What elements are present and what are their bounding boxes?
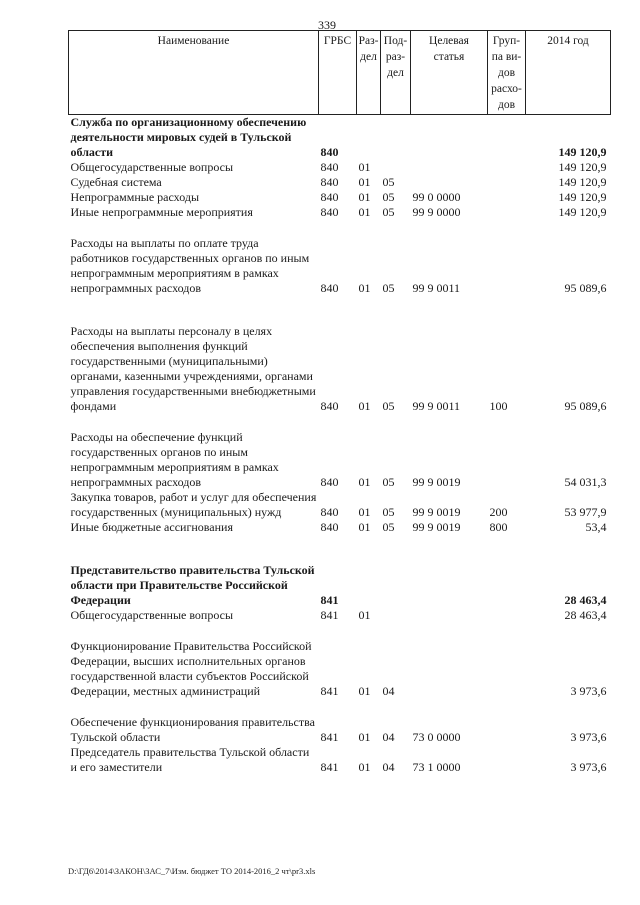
cell-subsection: 05 xyxy=(382,399,395,413)
cell-section: 01 xyxy=(358,281,371,295)
cell-group xyxy=(488,205,526,220)
cell-grbs: 840 xyxy=(320,399,339,413)
cell-group xyxy=(488,175,526,190)
cell-grbs: 841 xyxy=(320,684,339,698)
cell-target: 99 9 0019 xyxy=(412,505,461,519)
cell-group xyxy=(488,745,526,775)
table-row xyxy=(69,490,611,520)
table-row xyxy=(69,430,611,490)
cell-target: 99 9 0019 xyxy=(412,520,461,534)
cell-group: 100 xyxy=(489,399,508,413)
cell-target xyxy=(411,175,488,190)
table-row xyxy=(69,175,611,190)
cell-target xyxy=(411,608,488,623)
cell-grbs: 840 xyxy=(320,475,339,489)
row-spacer xyxy=(69,220,611,236)
cell-group: 800 xyxy=(489,520,508,534)
cell-target: 99 0 0000 xyxy=(412,190,461,204)
cell-amount: 3 973,6 xyxy=(570,730,607,744)
cell-name: Непрограммные расходы xyxy=(70,190,200,204)
cell-section: 01 xyxy=(358,399,371,413)
cell-name: Представительство правительства Тульской области при Правительстве Российской Федерации xyxy=(70,563,315,607)
cell-subsection xyxy=(381,115,411,161)
cell-group xyxy=(488,236,526,296)
cell-section: 01 xyxy=(358,505,371,519)
cell-grbs: 840 xyxy=(320,520,339,534)
cell-subsection: 04 xyxy=(382,684,395,698)
cell-target xyxy=(411,115,488,161)
cell-name: Закупка товаров, работ и услуг для обеспечения государственных (муниципальных) нужд xyxy=(70,490,317,519)
cell-amount: 149 120,9 xyxy=(558,160,607,174)
cell-name: Общегосударственные вопросы xyxy=(70,160,234,174)
cell-target xyxy=(411,160,488,175)
cell-amount: 3 973,6 xyxy=(570,684,607,698)
header-section: Раз- дел xyxy=(357,31,381,115)
cell-subsection: 05 xyxy=(382,205,395,219)
row-spacer xyxy=(69,699,611,715)
cell-subsection: 04 xyxy=(382,730,395,744)
cell-amount: 53,4 xyxy=(585,520,607,534)
cell-amount: 54 031,3 xyxy=(564,475,607,489)
cell-target xyxy=(411,563,488,608)
cell-grbs: 840 xyxy=(320,281,339,295)
cell-target: 99 9 0000 xyxy=(412,205,461,219)
cell-target: 73 0 0000 xyxy=(412,730,461,744)
cell-grbs: 840 xyxy=(320,505,339,519)
table-row xyxy=(69,115,611,161)
header-amount: 2014 год xyxy=(526,31,611,115)
budget-table-container xyxy=(68,30,610,775)
table-row xyxy=(69,236,611,296)
cell-section: 01 xyxy=(358,190,371,204)
cell-section: 01 xyxy=(358,520,371,534)
cell-grbs: 840 xyxy=(320,145,339,159)
cell-target: 99 9 0011 xyxy=(412,281,461,295)
budget-table xyxy=(68,30,611,775)
row-spacer xyxy=(69,296,611,324)
cell-grbs: 840 xyxy=(320,175,339,189)
cell-grbs: 840 xyxy=(320,205,339,219)
cell-amount: 149 120,9 xyxy=(558,190,607,204)
cell-name: Расходы на выплаты по оплате труда работников государственных органов по иным непрограммным мероприятиям в рамках непрограммных расходов xyxy=(70,236,310,295)
cell-name: Судебная система xyxy=(70,175,162,189)
cell-section: 01 xyxy=(358,205,371,219)
cell-grbs: 841 xyxy=(320,608,339,622)
cell-subsection: 05 xyxy=(382,281,395,295)
cell-section: 01 xyxy=(358,475,371,489)
cell-group xyxy=(488,430,526,490)
cell-group xyxy=(488,608,526,623)
cell-subsection xyxy=(381,608,411,623)
cell-subsection: 04 xyxy=(382,760,395,774)
cell-grbs: 840 xyxy=(320,190,339,204)
cell-group xyxy=(488,639,526,699)
cell-amount: 95 089,6 xyxy=(564,281,607,295)
cell-subsection: 05 xyxy=(382,190,395,204)
table-row xyxy=(69,639,611,699)
cell-section: 01 xyxy=(358,684,371,698)
cell-name: Расходы на выплаты персоналу в целях обеспечения выполнения функций государственными (муниципальными) органами, казенными учреждениями, органами управления государственными внебюджетными фондами xyxy=(70,324,316,413)
cell-section: 01 xyxy=(358,608,371,622)
table-row xyxy=(69,160,611,175)
header-name: Наименование xyxy=(69,31,319,115)
cell-grbs: 841 xyxy=(320,760,339,774)
table-body xyxy=(69,115,611,776)
cell-name: Обеспечение функционирования правительства Тульской области xyxy=(70,715,315,744)
cell-amount: 53 977,9 xyxy=(564,505,607,519)
cell-section xyxy=(357,563,381,608)
cell-amount: 149 120,9 xyxy=(558,175,607,189)
table-row xyxy=(69,563,611,608)
table-row xyxy=(69,324,611,414)
cell-grbs: 840 xyxy=(320,160,339,174)
cell-amount: 3 973,6 xyxy=(570,760,607,774)
header-group: Груп- па ви- дов расхо- дов xyxy=(488,31,526,115)
cell-section: 01 xyxy=(358,175,371,189)
cell-amount: 28 463,4 xyxy=(564,608,607,622)
cell-group xyxy=(488,715,526,745)
cell-subsection: 05 xyxy=(382,505,395,519)
table-row xyxy=(69,715,611,745)
cell-name: Расходы на обеспечение функций государственных органов по иным непрограммным мероприятиям в рамках непрограммных расходов xyxy=(70,430,279,489)
cell-target: 73 1 0000 xyxy=(412,760,461,774)
cell-subsection: 05 xyxy=(382,475,395,489)
table-row xyxy=(69,520,611,535)
cell-subsection xyxy=(381,160,411,175)
table-header-row xyxy=(69,31,611,115)
footer-file-path: D:\ГД6\2014\ЗАКОН\ЗАС_7\Изм. бюджет ТО 2014-2016_2 чт\pr3.xls xyxy=(68,866,316,876)
cell-grbs: 841 xyxy=(320,593,339,607)
cell-amount: 149 120,9 xyxy=(558,145,607,159)
cell-target: 99 9 0011 xyxy=(412,399,461,413)
cell-section: 01 xyxy=(358,760,371,774)
cell-group xyxy=(488,190,526,205)
cell-subsection: 05 xyxy=(382,520,395,534)
row-spacer xyxy=(69,535,611,563)
header-subsection: Под- раз- дел xyxy=(381,31,411,115)
page-number: 339 xyxy=(318,18,336,32)
cell-grbs: 841 xyxy=(320,730,339,744)
cell-name: Общегосударственные вопросы xyxy=(70,608,234,622)
cell-group xyxy=(488,160,526,175)
cell-amount: 149 120,9 xyxy=(558,205,607,219)
row-spacer xyxy=(69,414,611,430)
header-target: Целевая статья xyxy=(411,31,488,115)
header-grbs: ГРБС xyxy=(319,31,357,115)
cell-name: Служба по организационному обеспечению деятельности мировых судей в Тульской области xyxy=(70,115,307,159)
cell-section: 01 xyxy=(358,160,371,174)
cell-group xyxy=(488,563,526,608)
table-row xyxy=(69,190,611,205)
table-row xyxy=(69,745,611,775)
cell-amount: 28 463,4 xyxy=(564,593,607,607)
cell-group xyxy=(488,115,526,161)
table-row xyxy=(69,205,611,220)
cell-amount: 95 089,6 xyxy=(564,399,607,413)
cell-group: 200 xyxy=(489,505,508,519)
cell-section xyxy=(357,115,381,161)
cell-name: Иные бюджетные ассигнования xyxy=(70,520,233,534)
cell-target xyxy=(411,639,488,699)
cell-name: Иные непрограммные мероприятия xyxy=(70,205,253,219)
cell-subsection: 05 xyxy=(382,175,395,189)
cell-subsection xyxy=(381,563,411,608)
cell-name: Функционирование Правительства Российской Федерации, высших исполнительных органов государственной власти субъектов Российской Федерации, местных администраций xyxy=(70,639,312,698)
row-spacer xyxy=(69,623,611,639)
cell-target: 99 9 0019 xyxy=(412,475,461,489)
cell-name: Председатель правительства Тульской области и его заместители xyxy=(70,745,310,774)
table-row xyxy=(69,608,611,623)
cell-section: 01 xyxy=(358,730,371,744)
